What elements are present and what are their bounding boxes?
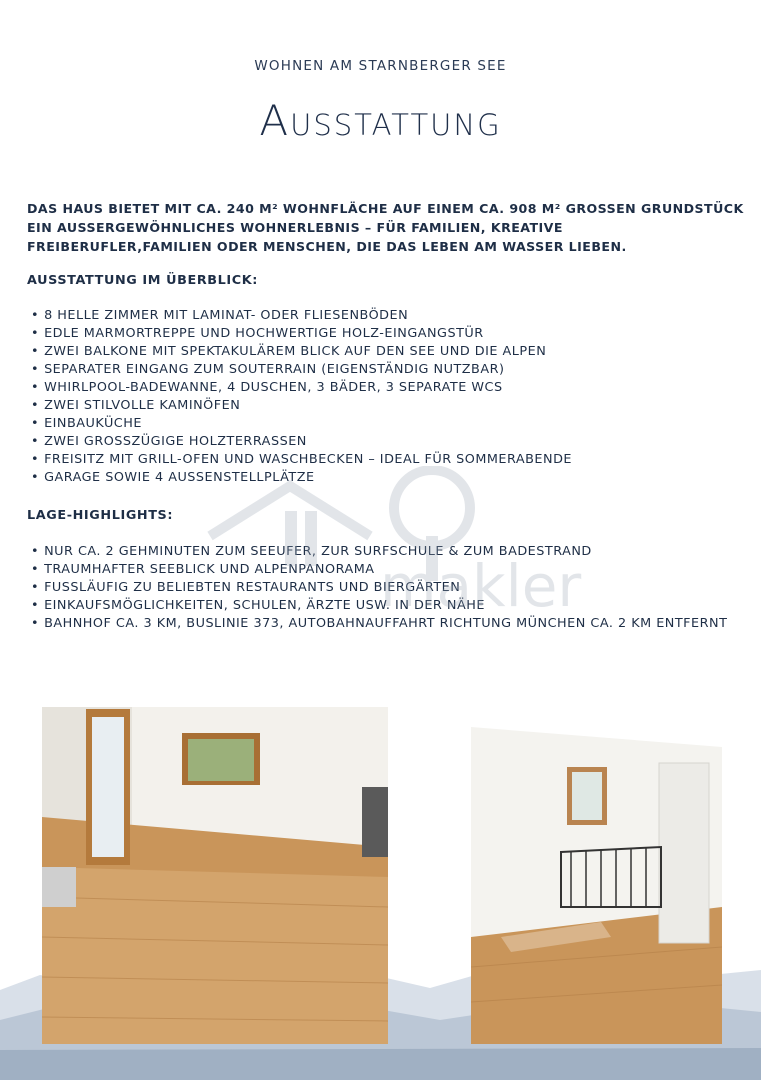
list-item: • 8 HELLE ZIMMER MIT LAMINAT- ODER FLIESENBÖDEN xyxy=(31,307,572,325)
list-item: • TRAUMHAFTER SEEBLICK UND ALPENPANORAMA xyxy=(31,561,727,579)
list-item: • ZWEI BALKONE MIT SPEKTAKULÄREM BLICK AUF DEN SEE UND DIE ALPEN xyxy=(31,343,572,361)
list-item: • WHIRLPOOL-BADEWANNE, 4 DUSCHEN, 3 BÄDER, 3 SEPARATE WCS xyxy=(31,379,572,397)
living-room-photo xyxy=(42,707,388,1044)
list-item: • FUSSLÄUFIG ZU BELIEBTEN RESTAURANTS UND BIERGÄRTEN xyxy=(31,579,727,597)
list-item: • FREISITZ MIT GRILL-OFEN UND WASCHBECKEN – IDEAL FÜR SOMMERABENDE xyxy=(31,451,572,469)
page-kicker: WOHNEN AM STARNBERGER SEE xyxy=(254,58,507,74)
staircase-photo xyxy=(471,707,722,1044)
list-item: • EINKAUFSMÖGLICHKEITEN, SCHULEN, ÄRZTE USW. IN DER NÄHE xyxy=(31,597,727,615)
list-item: • ZWEI STILVOLLE KAMINÖFEN xyxy=(31,397,572,415)
watermark-text: makler xyxy=(380,552,582,620)
page-title: Ausstattung xyxy=(259,96,502,145)
list-item: • BAHNHOF CA. 3 KM, BUSLINIE 373, AUTOBAHNAUFFAHRT RICHTUNG MÜNCHEN CA. 2 KM ENTFERNT xyxy=(31,615,727,633)
list-item: • SEPARATER EINGANG ZUM SOUTERRAIN (EIGENSTÄNDIG NUTZBAR) xyxy=(31,361,572,379)
list-item: • EINBAUKÜCHE xyxy=(31,415,572,433)
intro-paragraph: DAS HAUS BIETET MIT CA. 240 M² WOHNFLÄCHE AUF EINEM CA. 908 M² GROSSEN GRUNDSTÜCK EIN AUSSERGEWÖHNLICHES WOHNERLEBNIS – FÜR FAMILIEN, KREATIVE FREIBERUFLER,FAMILIEN ODER MENSCHEN, DIE DAS LEBEN AM WASSER LIEBEN. xyxy=(27,201,744,254)
list-item: • ZWEI GROSSZÜGIGE HOLZTERRASSEN xyxy=(31,433,572,451)
location-heading: LAGE-HIGHLIGHTS: xyxy=(27,508,174,523)
list-item: • NUR CA. 2 GEHMINUTEN ZUM SEEUFER, ZUR SURFSCHULE & ZUM BADESTRAND xyxy=(31,543,727,561)
features-heading: AUSSTATTUNG IM ÜBERBLICK: xyxy=(27,273,259,288)
list-item: • GARAGE SOWIE 4 AUSSENSTELLPLÄTZE xyxy=(31,469,572,487)
watermark-logo xyxy=(200,466,610,626)
list-item: • EDLE MARMORTREPPE UND HOCHWERTIGE HOLZ-EINGANGSTÜR xyxy=(31,325,572,343)
features-list xyxy=(31,307,572,487)
